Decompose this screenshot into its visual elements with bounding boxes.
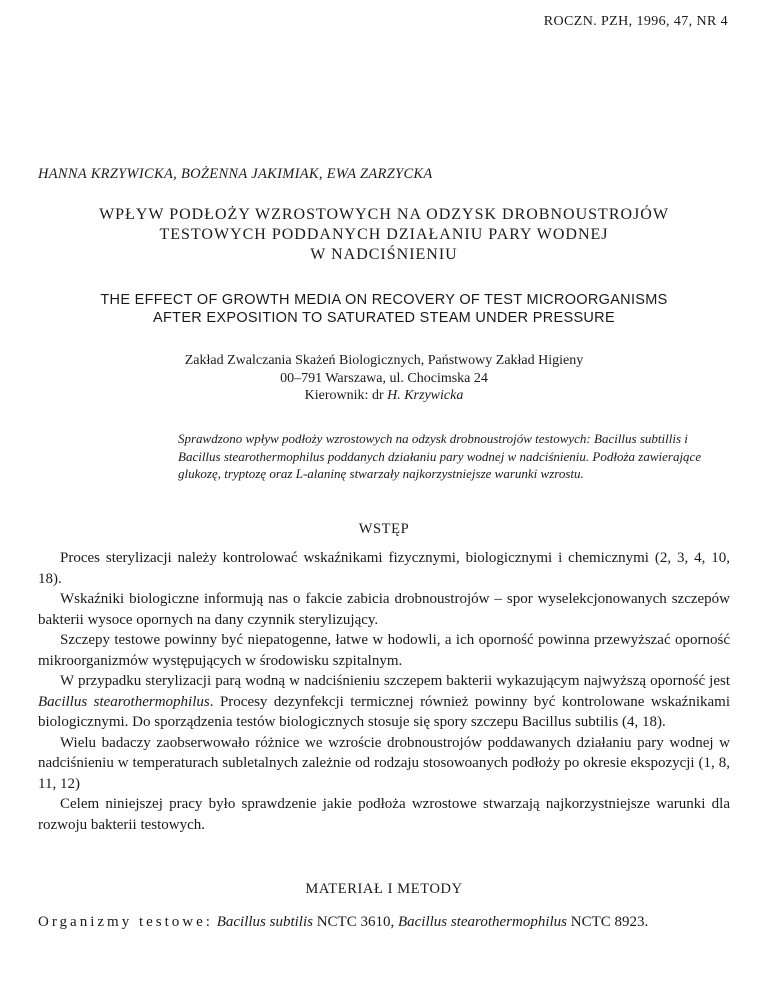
paragraph-text: W przypadku sterylizacji parą wodną w nadciśnieniu szczepem bakterii wykazującym najwyższą oporność jest	[60, 673, 730, 689]
paragraph: Szczepy testowe powinny być niepatogenne, łatwe w hodowli, a ich oporność powinna przewyższać oporność mikroorganizmów występujących w środowisku szpitalnym.	[38, 632, 730, 669]
introduction-body	[38, 548, 730, 835]
section-heading-methods: MATERIAŁ I METODY	[305, 881, 463, 897]
head-name: H. Krzywicka	[387, 388, 464, 403]
methods-body	[38, 912, 730, 932]
paragraph	[38, 671, 730, 733]
strain-id: NCTC 3610,	[312, 914, 398, 930]
abstract: Sprawdzono wpływ podłoży wzrostowych na odzysk drobnoustrojów testowych: Bacillus subtillis i Bacillus stearothermophilus poddanych działaniu pary wodnej w nadciśnieniu. Podłoża zawierające glukozę, tryptozę oraz L-alaninę stwarzały najkorzystniejsze warunki wzrostu.	[178, 431, 702, 481]
section-heading-introduction: WSTĘP	[358, 521, 410, 537]
authors: HANNA KRZYWICKA, BOŻENNA JAKIMIAK, EWA ZARZYCKA	[38, 166, 433, 182]
paragraph: Wielu badaczy zaobserwowało różnice we wzroście drobnoustrojów poddawanych działaniu pary wodnej w nadciśnieniu w temperaturach subletalnych zależnie od rodzaju stosowoanych podłoży po okresie ekspozycji (1, 8, 11, 12)	[38, 734, 730, 792]
affiliation-address: 00–791 Warszawa, ul. Chocimska 24	[280, 370, 488, 386]
species-name: Bacillus stearothermophilus	[38, 693, 210, 710]
affiliation-head	[0, 387, 768, 405]
head-prefix: Kierownik: dr	[304, 388, 388, 403]
title-polish	[0, 205, 768, 265]
title-english-line: AFTER EXPOSITION TO SATURATED STEAM UNDER PRESSURE	[153, 310, 615, 326]
journal-reference: ROCZN. PZH, 1996, 47, NR 4	[543, 14, 728, 29]
species-name: Bacillus subtilis	[216, 914, 313, 930]
paragraph-text: . Procesy dezynfekcji termicznej również powinny być kontrolowane wskaźnikami biologicznymi. Do sporządzenia testów biologicznych stosuje się spory szczepu Bacillus subtilis (4, 18).	[38, 693, 730, 730]
paragraph: Celem niniejszej pracy było sprawdzenie jakie podłoża wzrostowe stwarzają najkorzystniejsze warunki dla rozwoju bakterii testowych.	[38, 796, 730, 833]
methods-label: Organizmy testowe:	[38, 914, 213, 930]
title-polish-line: W NADCIŚNIENIU	[310, 246, 458, 263]
affiliation	[0, 352, 768, 405]
paragraph: Wskaźniki biologiczne informują nas o fakcie zabicia drobnoustrojów – spor wyselekcjonowanych szczepów bakterii wysoce opornych na dany czynnik sterylizujący.	[38, 591, 730, 628]
species-name: Bacillus stearothermophilus	[397, 914, 568, 930]
title-english-line: THE EFFECT OF GROWTH MEDIA ON RECOVERY OF TEST MICROORGANISMS	[100, 292, 668, 308]
title-polish-line: TESTOWYCH PODDANYCH DZIAŁANIU PARY WODNEJ	[159, 226, 609, 243]
paragraph: Proces sterylizacji należy kontrolować wskaźnikami fizycznymi, biologicznymi i chemicznymi (2, 3, 4, 10, 18).	[38, 550, 730, 587]
strain-id: NCTC 8923.	[567, 914, 649, 930]
title-polish-line: WPŁYW PODŁOŻY WZROSTOWYCH NA ODZYSK DROBNOUSTROJÓW	[99, 206, 669, 223]
affiliation-institute: Zakład Zwalczania Skażeń Biologicznych, Państwowy Zakład Higieny	[184, 353, 584, 368]
title-english	[0, 291, 768, 327]
